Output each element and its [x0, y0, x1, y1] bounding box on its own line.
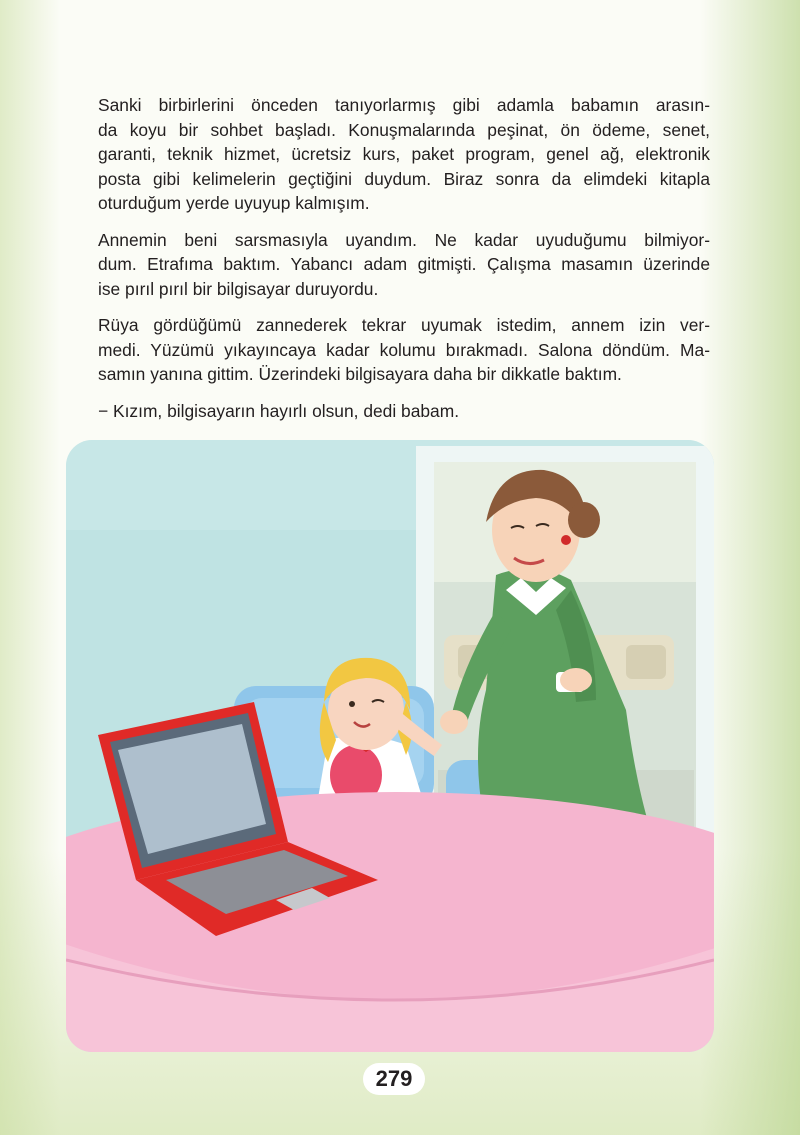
illustration-scene	[66, 440, 714, 1052]
paragraph	[98, 93, 710, 216]
text-line: Rüya gördüğümü zannederek tekrar uyumak istedim, annem izin ver-	[98, 315, 710, 335]
story-illustration	[66, 440, 714, 1052]
text-line: − Kızım, bilgisayarın hayırlı olsun, dedi babam.	[98, 400, 460, 421]
text-line: ise pırıl pırıl bir bilgisayar duruyordu.	[98, 278, 379, 299]
paragraph	[98, 228, 710, 302]
page-number: 279	[363, 1063, 425, 1095]
paragraph	[98, 313, 710, 387]
text-line: garanti, teknik hizmet, ücretsiz kurs, paket program, genel ağ, elektronik	[98, 144, 710, 164]
text-line: dum. Etrafıma baktım. Yabancı adam gitmişti. Çalışma masamın üzerinde	[98, 254, 710, 274]
text-line: da koyu bir sohbet başladı. Konuşmalarında peşinat, ön ödeme, senet,	[98, 119, 710, 140]
text-line: samın yanına gittim. Üzerindeki bilgisayara daha bir dikkatle baktım.	[98, 364, 622, 384]
text-line: Annemin beni sarsmasıyla uyandım. Ne kadar uyuduğumu bilmiyor-	[98, 229, 710, 250]
text-line: oturduğum yerde uyuyup kalmışım.	[98, 193, 370, 213]
text-line: posta gibi kelimelerin geçtiğini duydum. Biraz sonra da elimdeki kitapla	[98, 168, 710, 189]
story-text	[98, 93, 710, 472]
text-line: Sanki birbirlerini önceden tanıyorlarmış gibi adamla babamın arasın-	[98, 95, 710, 115]
text-line: medi. Yüzümü yıkayıncaya kadar kolumu bırakmadı. Salona döndüm. Ma-	[98, 339, 710, 360]
dialogue-line	[98, 399, 710, 424]
